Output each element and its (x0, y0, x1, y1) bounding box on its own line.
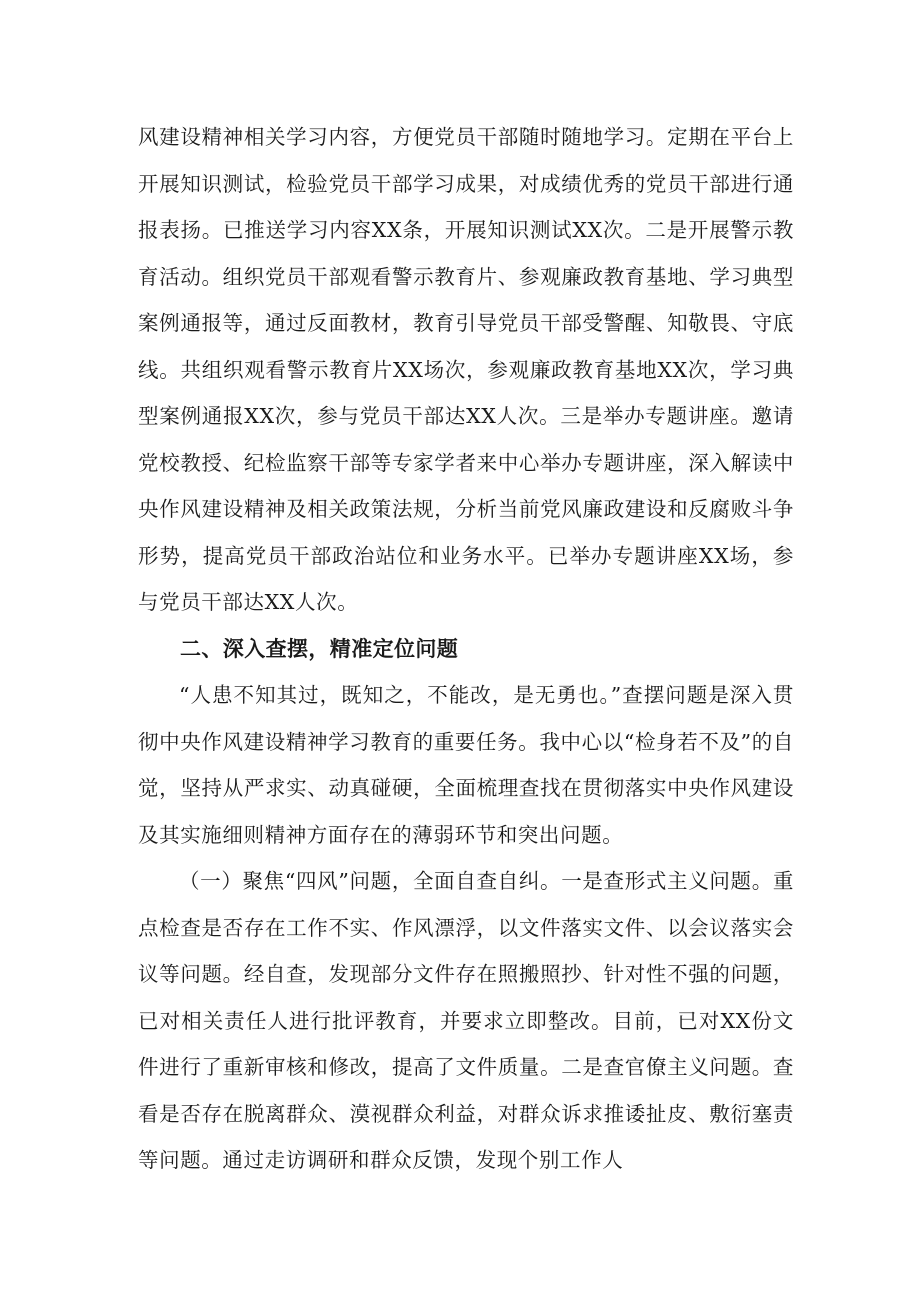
body-paragraph-3: （一）聚焦“四风”问题，全面自查自纠。一是查形式主义问题。重点检查是否存在工作不实、作风漂浮，以文件落实文件、以会议落实会议等问题。经自查，发现部分文件存在照搬照抄、针对性不强的问题，已对相关责任人进行批评教育，并要求立即整改。目前，已对XX份文件进行了重新审核和修改，提高了文件质量。二是查官僚主义问题。查看是否存在脱离群众、漠视群众利益，对群众诉求推诿扯皮、敷衍塞责等问题。通过走访调研和群众反馈，发现个别工作人 (138, 869, 794, 1172)
body-paragraph-2: “人患不知其过，既知之，不能改，是无勇也。”查摆问题是深入贯彻中央作风建设精神学习教育的重要任务。我中心以“检身若不及”的自觉，坚持从严求实、动真碰硬，全面梳理查找在贯彻落实中央作风建设及其实施细则精神方面存在的薄弱环节和突出问题。 (138, 683, 794, 847)
section-heading-2: 二、深入查摆，精准定位问题 (180, 636, 459, 661)
body-paragraph-1: 风建设精神相关学习内容，方便党员干部随时随地学习。定期在平台上开展知识测试，检验党员干部学习成果，对成绩优秀的党员干部进行通报表扬。已推送学习内容XX条，开展知识测试XX次。二是开展警示教育活动。组织党员干部观看警示教育片、参观廉政教育基地、学习典型案例通报等，通过反面教材，教育引导党员干部受警醒、知敬畏、守底线。共组织观看警示教育片XX场次，参观廉政教育基地XX次，学习典型案例通报XX次，参与党员干部达XX人次。三是举办专题讲座。邀请党校教授、纪检监察干部等专家学者来中心举办专题讲座，深入解读中央作风建设精神及相关政策法规，分析当前党风廉政建设和反腐败斗争形势，提高党员干部政治站位和业务水平。已举办专题讲座XX场，参与党员干部达XX人次。 (138, 125, 794, 614)
document-body (138, 114, 794, 1184)
